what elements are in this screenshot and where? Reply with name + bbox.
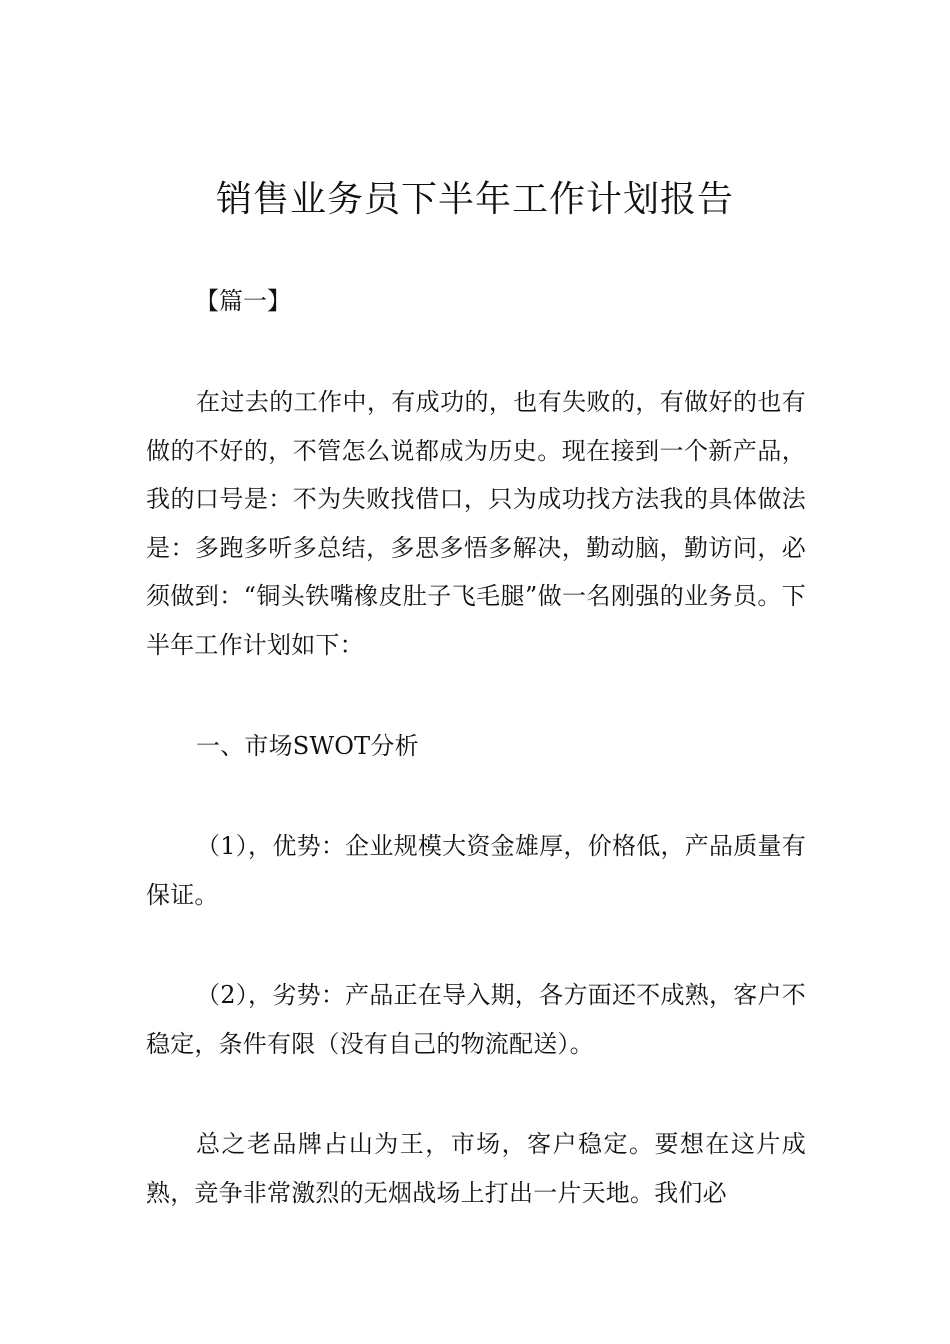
paragraph-strengths: （1），优势：企业规模大资金雄厚，价格低，产品质量有保证。 [146,832,806,909]
paragraph-intro: 在过去的工作中，有成功的，也有失败的，有做好的也有做的不好的，不管怎么说都成为历史。现在接到一个新产品，我的口号是：不为失败找借口，只为成功找方法我的具体做法是：多跑多听多总结，多思多悟多解决，勤动脑，勤访问，必须做到：“铜头铁嘴橡皮肚子飞毛腿”做一名刚强的业务员。下半年工作计划如下： [146,388,806,659]
heading-market-swot: 一、市场SWOT分析 [196,732,419,760]
document-title: 销售业务员下半年工作计划报告 [215,179,734,220]
paragraph-summary: 总之老品牌占山为王，市场，客户稳定。要想在这片成熟，竞争非常激烈的无烟战场上打出一片天地。我们必 [146,1130,806,1207]
paragraph-weaknesses: （2），劣势：产品正在导入期，各方面还不成熟，客户不稳定，条件有限（没有自己的物流配送）。 [146,981,806,1058]
section-label: 【篇一】 [195,287,291,315]
